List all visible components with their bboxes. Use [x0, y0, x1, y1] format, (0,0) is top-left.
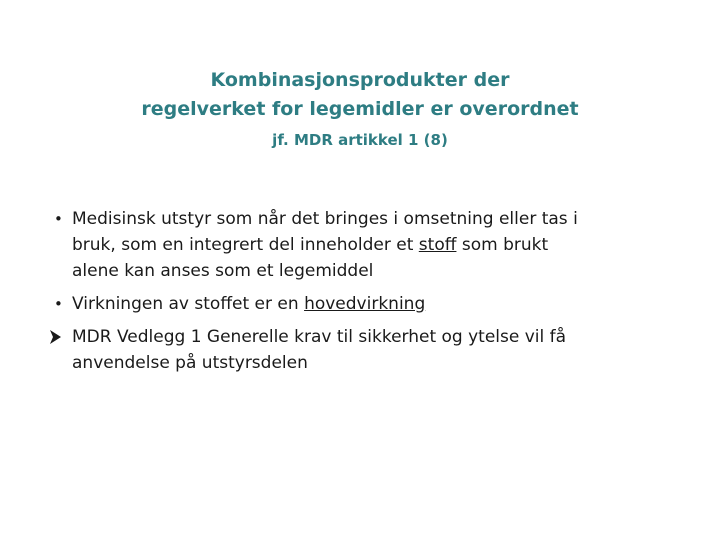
- bullet-text: som brukt: [456, 235, 549, 255]
- arrow-item-annex-1: [48, 324, 688, 376]
- bullet-text: Virkningen av stoffet er en: [72, 294, 305, 314]
- underlined-term-stoff: stoff: [418, 235, 457, 255]
- bullet-text: bruk, som en integrert del inneholder et: [72, 235, 419, 255]
- underlined-term-hovedvirkning: hovedvirkning: [304, 294, 426, 314]
- bullet-list: [48, 206, 688, 383]
- bullet-text-line: [72, 291, 688, 317]
- bullet-item-medical-device: [48, 206, 688, 284]
- slide-title: [40, 66, 680, 152]
- bullet-text-line: Medisinsk utstyr som når det bringes i omsetning eller tas i: [72, 209, 578, 229]
- bullet-text-line: anvendelse på utstyrsdelen: [72, 353, 308, 373]
- title-line-1: Kombinasjonsprodukter der: [210, 69, 510, 91]
- bullet-item-main-effect: [48, 291, 688, 317]
- bullet-text-line: [72, 232, 688, 258]
- title-line-2: regelverket for legemidler er overordnet: [141, 98, 579, 120]
- arrow-bullet-icon: [48, 324, 63, 358]
- bullet-text-line: alene kan anses som et legemiddel: [72, 261, 374, 281]
- arrow-right-icon: [48, 324, 63, 350]
- bullet-text-line: MDR Vedlegg 1 Generelle krav til sikkerhet og ytelse vil få: [72, 327, 567, 347]
- bullet-icon: •: [54, 295, 63, 313]
- slide-subtitle: jf. MDR artikkel 1 (8): [272, 131, 448, 149]
- bullet-icon: •: [54, 210, 63, 228]
